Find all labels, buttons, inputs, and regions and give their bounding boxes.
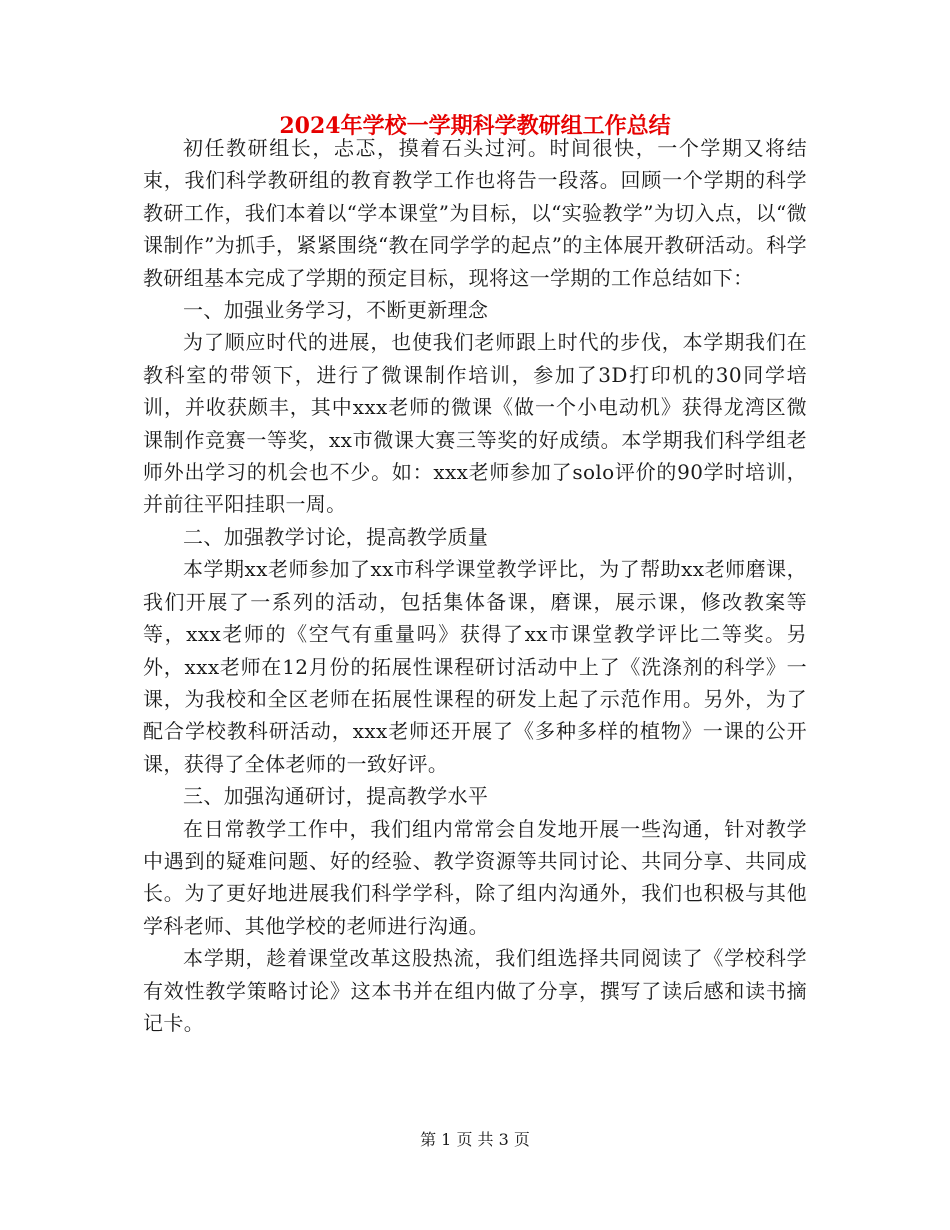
section-1-paragraph: 为了顺应时代的进展，也使我们老师跟上时代的步伐，本学期我们在教科室的带领下，进行了微课制作培训，参加了3D打印机的30同学培训，并收获颇丰，其中xxx老师的微课《做一个小电动机》获得龙湾区微课制作竞赛一等奖，xx市微课大赛三等奖的好成绩。本学期我们科学组老师外出学习的机会也不少。如：xxx老师参加了solo评价的90学时培训，并前往平阳挂职一周。 — [143, 330, 807, 517]
section-heading-2: 二、加强教学讨论，提高教学质量 — [183, 524, 489, 549]
section-3-paragraph-2: 本学期，趁着课堂改革这股热流，我们组选择共同阅读了《学校科学有效性教学策略讨论》这本书并在组内做了分享，撰写了读后感和读书摘记卡。 — [143, 946, 807, 1035]
document-title: 2024年学校一学期科学教研组工作总结 — [279, 113, 671, 139]
section-2-paragraph: 本学期xx老师参加了xx市科学课堂教学评比，为了帮助xx老师磨课，我们开展了一系列的活动，包括集体备课，磨课，展示课，修改教案等等，xxx老师的《空气有重量吗》获得了xx市课堂教学评比二等奖。另外，xxx老师在12月份的拓展性课程研讨活动中上了《洗涤剂的科学》一课，为我校和全区老师在拓展性课程的研发上起了示范作用。另外，为了配合学校教科研活动，xxx老师还开展了《多种多样的植物》一课的公开课，获得了全体老师的一致好评。 — [143, 557, 807, 776]
intro-paragraph: 初任教研组长，忐忑，摸着石头过河。时间很快，一个学期又将结束，我们科学教研组的教育教学工作也将告一段落。回顾一个学期的科学教研工作，我们本着以“学本课堂”为目标，以“实验教学”为切入点，以“微课制作”为抓手，紧紧围绕“教在同学学的起点”的主体展开教研活动。科学教研组基本完成了学期的预定目标，现将这一学期的工作总结如下： — [143, 136, 807, 290]
page-footer: 第 1 页 共 3 页 — [420, 1130, 530, 1149]
section-3-paragraph-1: 在日常教学工作中，我们组内常常会自发地开展一些沟通，针对教学中遇到的疑难问题、好的经验、教学资源等共同讨论、共同分享、共同成长。为了更好地进展我们科学学科，除了组内沟通外，我们也积极与其他学科老师、其他学校的老师进行沟通。 — [143, 816, 807, 938]
section-heading-1: 一、加强业务学习，不断更新理念 — [183, 298, 489, 323]
section-heading-3: 三、加强沟通研讨，提高教学水平 — [183, 784, 489, 809]
document-body — [143, 132, 807, 1039]
